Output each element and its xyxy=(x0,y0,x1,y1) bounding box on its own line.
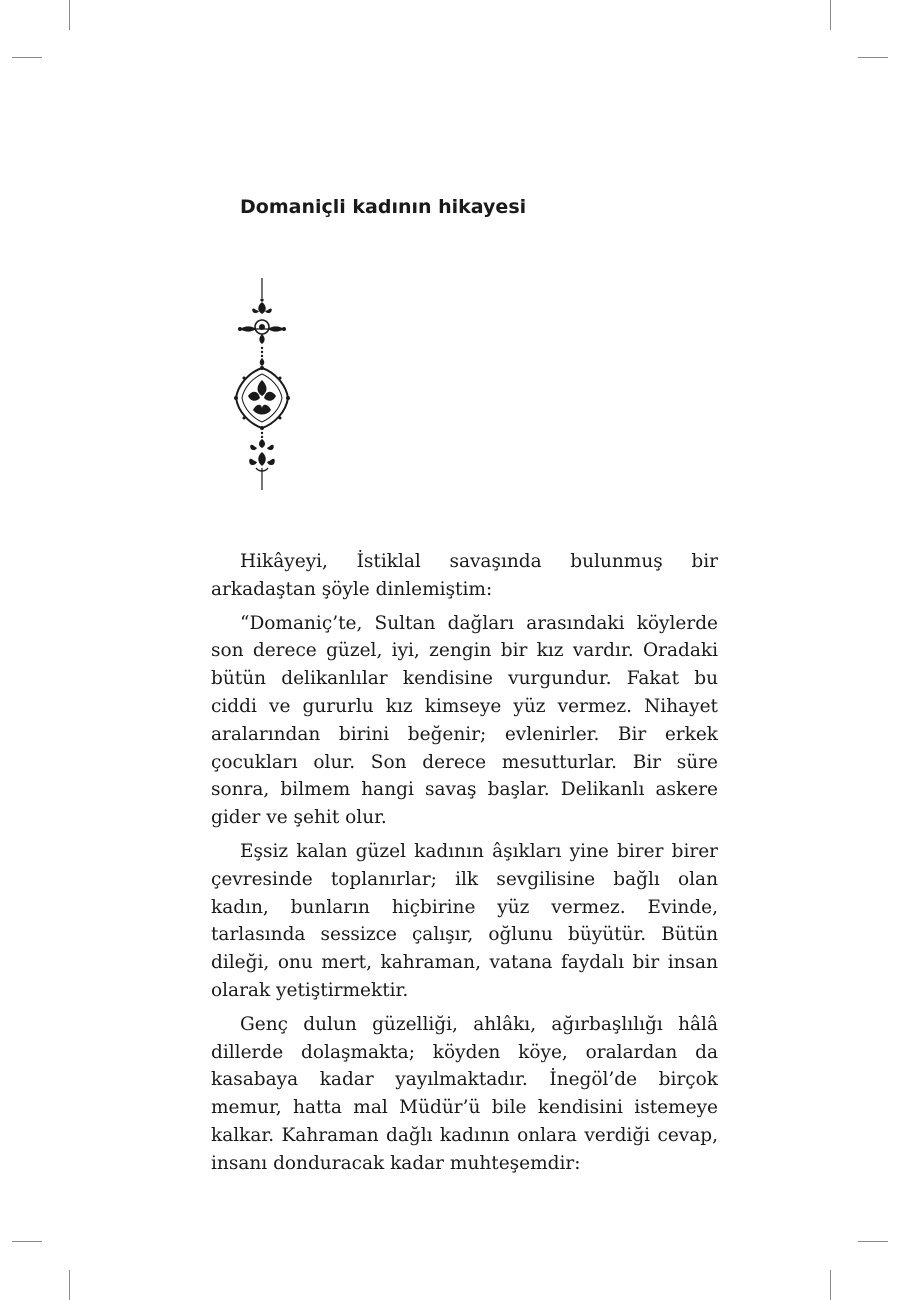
crop-mark-right-bottom xyxy=(858,1241,888,1242)
paragraph: “Domaniç’te, Sultan dağları arasındaki köylerde son derece güzel, iyi, zengin bir kız vardır. Oradaki bütün delikanlılar kendisine vurgundur. Fakat bu ciddi ve gururlu kız kimseye yüz vermez. Nihayet aralarından birini beğenir; evlenirler. Bir erkek çocukları olur. Son derece mesutturlar. Bir süre sonra, bilmem hangi savaş başlar. Delikanlı askere gider ve şehit olur. xyxy=(211,612,718,829)
paragraph: Eşsiz kalan güzel kadının âşıkları yine birer birer çevresinde toplanırlar; ilk sevgilisine bağlı olan kadın, bunların hiçbirine yüz vermez. Evinde, tarlasında sessizce çalışır, oğlunu büyütür. Bütün dileği, onu mert, kahraman, vatana faydalı bir insan olarak yetiştirmektir. xyxy=(211,840,718,1001)
crop-mark-bottom-left xyxy=(69,1270,70,1300)
body-text xyxy=(211,548,718,1184)
paragraph: Hikâyeyi, İstiklal savaşında bulunmuş bir arkadaştan şöyle dinlemiştim: xyxy=(211,551,718,600)
crop-mark-left-bottom xyxy=(12,1241,42,1242)
crop-mark-top-right xyxy=(830,0,831,30)
crop-mark-top-left xyxy=(69,0,70,30)
paragraph: Genç dulun güzelliği, ahlâkı, ağırbaşlılığı hâlâ dillerde dolaşmakta; köyden köye, oralardan da kasabaya kadar yayılmaktadır. İnegöl’de birçok memur, hatta mal Müdür’ü bile kendisini istemeye kalkar. Kahraman dağlı kadının onlara verdiği cevap, insanı donduracak kadar muhteşemdir: xyxy=(211,1013,718,1174)
crop-mark-bottom-right xyxy=(830,1270,831,1300)
crop-mark-right-top xyxy=(858,57,888,58)
chapter-title: Domaniçli kadının hikayesi xyxy=(240,196,527,218)
crop-mark-left-top xyxy=(12,57,42,58)
arabesque-ornament-icon xyxy=(226,276,298,492)
